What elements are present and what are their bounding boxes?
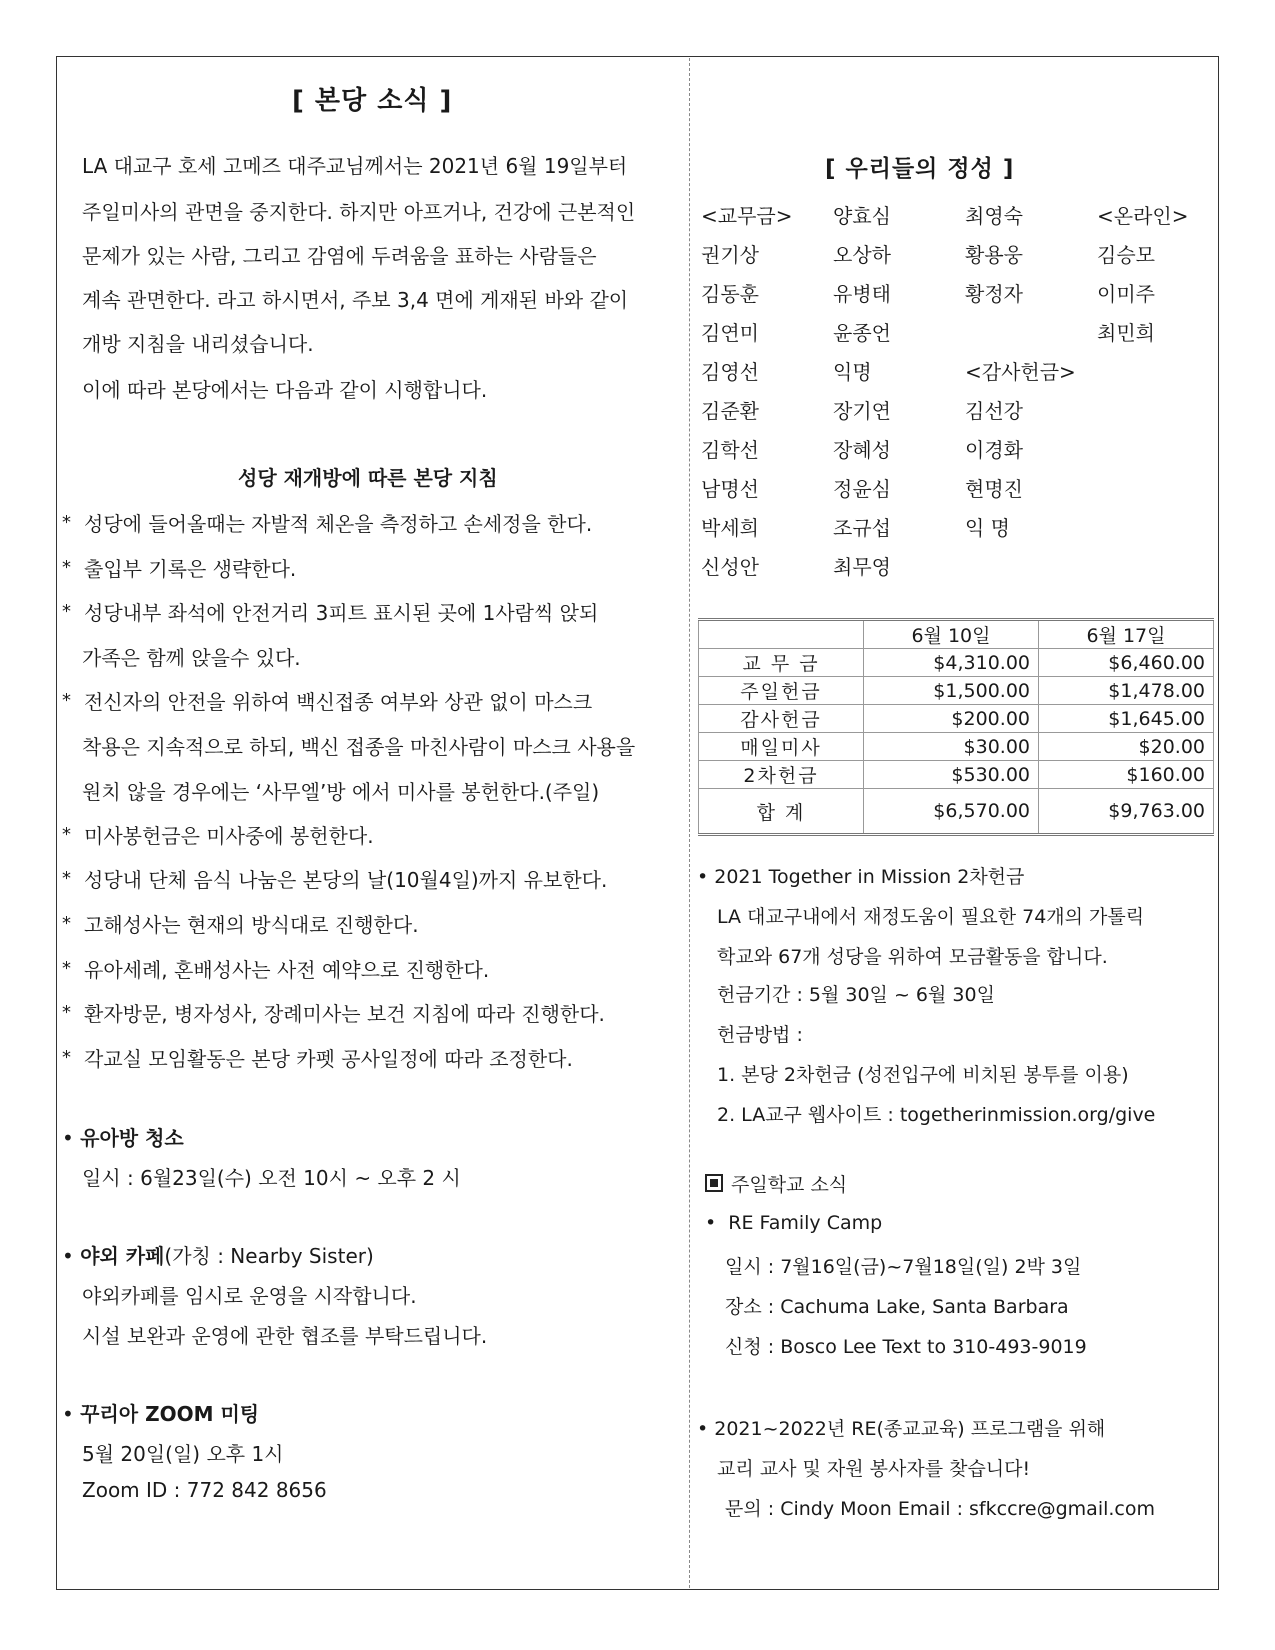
bullet-mark: * — [62, 512, 71, 533]
name-item: 양효심 — [833, 204, 891, 228]
name-item: 황정자 — [965, 282, 1023, 306]
intro-line: LA 대교구 호세 고메즈 대주교님께서는 2021년 6월 19일부터 — [82, 154, 628, 178]
amount-jun10: $530.00 — [864, 761, 1039, 789]
name-item: 익 명 — [965, 516, 1010, 540]
name-item: 장기연 — [833, 399, 891, 423]
bullet-mark: * — [62, 601, 71, 622]
name-item: 권기상 — [701, 243, 759, 267]
guideline-item: 성당내 단체 음식 나눔은 본당의 날(10월4일)까지 유보한다. — [84, 868, 608, 892]
row-label: 매일미사 — [699, 733, 864, 761]
school-heading-text: 주일학교 소식 — [731, 1174, 848, 1196]
name-item: 김승모 — [1097, 243, 1155, 267]
table-row — [699, 761, 1214, 789]
offerings-title: [ 우리들의 정성 ] — [825, 156, 1015, 182]
nursery-heading: • 유아방 청소 — [62, 1126, 184, 1150]
table-row — [699, 705, 1214, 733]
name-item: 윤종언 — [833, 321, 891, 345]
name-item: 유병태 — [833, 282, 891, 306]
mission-line: 학교와 67개 성당을 위하여 모금활동을 합니다. — [717, 946, 1108, 968]
bullet-mark: * — [62, 868, 71, 889]
camp-line: 신청 : Bosco Lee Text to 310-493-9019 — [725, 1336, 1087, 1358]
name-item: 박세희 — [701, 516, 759, 540]
amount-jun17: $20.00 — [1039, 733, 1214, 761]
name-item: 남명선 — [701, 477, 759, 501]
name-item: 최무영 — [833, 555, 891, 579]
zoom-id: Zoom ID : 772 842 8656 — [82, 1478, 327, 1502]
name-item: 이미주 — [1097, 282, 1155, 306]
name-item: 김동훈 — [701, 282, 759, 306]
amount-jun17: $1,645.00 — [1039, 705, 1214, 733]
name-item: 오상하 — [833, 243, 891, 267]
guideline-item: 각교실 모임활동은 본당 카펫 공사일정에 따라 조정한다. — [84, 1047, 573, 1071]
intro-line: 개방 지침을 내리셨습니다. — [82, 332, 314, 356]
guideline-item: 성당에 들어올때는 자발적 체온을 측정하고 손세정을 한다. — [84, 512, 593, 536]
mission-heading-text: 2021 Together in Mission 2차헌금 — [714, 866, 1025, 888]
cafe-heading-rest: (가칭 : Nearby Sister) — [164, 1244, 374, 1268]
cafe-line: 시설 보완과 운영에 관한 협조를 부탁드립니다. — [82, 1324, 488, 1348]
mission-line: 2. LA교구 웹사이트 : togetherinmission.org/give — [717, 1104, 1156, 1126]
bullet-mark: * — [62, 690, 71, 711]
column-divider — [689, 58, 690, 1588]
amount-jun17: $6,460.00 — [1039, 649, 1214, 677]
re-contact: 문의 : Cindy Moon Email : sfkccre@gmail.com — [725, 1498, 1155, 1520]
intro-line: 주일미사의 관면을 중지한다. 하지만 아프거나, 건강에 근본적인 — [82, 200, 636, 224]
parish-news-title: [ 본당 소식 ] — [292, 86, 453, 116]
amount-jun17: $1,478.00 — [1039, 677, 1214, 705]
guideline-item: 환자방문, 병자성사, 장례미사는 보건 지침에 따라 진행한다. — [84, 1002, 605, 1026]
nursery-heading-text: 유아방 청소 — [80, 1126, 184, 1150]
table-header: 6월 10일 — [864, 620, 1039, 649]
table-row — [699, 649, 1214, 677]
total-jun10: $6,570.00 — [864, 789, 1039, 835]
bullet-mark: * — [62, 1002, 71, 1023]
row-label: 교 무 금 — [699, 649, 864, 677]
camp-line: 장소 : Cachuma Lake, Santa Barbara — [725, 1296, 1069, 1318]
bullet-mark: * — [62, 913, 71, 934]
name-item: 장혜성 — [833, 438, 891, 462]
name-item: 최영숙 — [965, 204, 1023, 228]
name-item: 익명 — [833, 360, 872, 384]
name-item: 신성안 — [701, 555, 759, 579]
table-row — [699, 677, 1214, 705]
mission-line: 헌금방법 : — [717, 1024, 803, 1046]
name-item: 현명진 — [965, 477, 1023, 501]
re-heading-text: 2021~2022년 RE(종교교육) 프로그램을 위해 — [714, 1418, 1106, 1440]
total-jun17: $9,763.00 — [1039, 789, 1214, 835]
guideline-item: 착용은 지속적으로 하되, 백신 접종을 마친사람이 마스크 사용을 — [82, 735, 636, 759]
name-item: 김연미 — [701, 321, 759, 345]
mission-line: LA 대교구내에서 재정도움이 필요한 74개의 가톨릭 — [717, 906, 1145, 928]
nursery-date: 일시 : 6월23일(수) 오전 10시 ~ 오후 2 시 — [82, 1166, 461, 1190]
guideline-item: 출입부 기록은 생략한다. — [84, 557, 297, 581]
bullet-mark: * — [62, 557, 71, 578]
intro-line: 이에 따라 본당에서는 다음과 같이 시행합니다. — [82, 378, 488, 402]
name-item: 김학선 — [701, 438, 759, 462]
bullet-mark: * — [62, 1047, 71, 1068]
re-heading: • 2021~2022년 RE(종교교육) 프로그램을 위해 — [697, 1418, 1106, 1440]
table-header — [699, 620, 864, 649]
mission-heading: • 2021 Together in Mission 2차헌금 — [697, 866, 1025, 888]
camp-line: 일시 : 7월16일(금)~7월18일(일) 2박 3일 — [725, 1256, 1082, 1278]
amount-jun10: $4,310.00 — [864, 649, 1039, 677]
zoom-heading-text: 꾸리아 ZOOM 미팅 — [80, 1402, 260, 1426]
name-item: <교무금> — [701, 204, 793, 228]
name-item: 김준환 — [701, 399, 759, 423]
re-line: 교리 교사 및 자원 봉사자를 찾습니다! — [717, 1458, 1031, 1480]
name-item: <감사헌금> — [965, 360, 1076, 384]
guideline-item: 유아세례, 혼배성사는 사전 예약으로 진행한다. — [84, 958, 490, 982]
name-item: 이경화 — [965, 438, 1023, 462]
name-item: 최민희 — [1097, 321, 1155, 345]
row-label: 감사헌금 — [699, 705, 864, 733]
row-label: 2차헌금 — [699, 761, 864, 789]
amount-jun10: $30.00 — [864, 733, 1039, 761]
name-item: 정윤심 — [833, 477, 891, 501]
table-row — [699, 733, 1214, 761]
square-bullet-icon — [705, 1174, 723, 1192]
total-label: 합 계 — [699, 789, 864, 835]
guideline-item: 가족은 함께 앉을수 있다. — [82, 646, 301, 670]
mission-line: 헌금기간 : 5월 30일 ~ 6월 30일 — [717, 984, 995, 1006]
cafe-heading: • 야외 카페(가칭 : Nearby Sister) — [62, 1244, 374, 1268]
guideline-item: 고해성사는 현재의 방식대로 진행한다. — [84, 913, 419, 937]
amount-jun10: $200.00 — [864, 705, 1039, 733]
bullet-mark: * — [62, 958, 71, 979]
cafe-line: 야외카페를 임시로 운영을 시작합니다. — [82, 1284, 417, 1308]
camp-heading: • RE Family Camp — [705, 1212, 883, 1234]
intro-line: 문제가 있는 사람, 그리고 감염에 두려움을 표하는 사람들은 — [82, 244, 597, 268]
row-label: 주일헌금 — [699, 677, 864, 705]
zoom-heading: • 꾸리아 ZOOM 미팅 — [62, 1402, 260, 1426]
table-header-row — [699, 620, 1214, 649]
intro-line: 계속 관면한다. 라고 하시면서, 주보 3,4 면에 게재된 바와 같이 — [82, 288, 629, 312]
guidelines-title: 성당 재개방에 따른 본당 지침 — [238, 466, 498, 490]
table-header: 6월 17일 — [1039, 620, 1214, 649]
mission-line: 1. 본당 2차헌금 (성전입구에 비치된 봉투를 이용) — [717, 1064, 1129, 1086]
bullet-mark: * — [62, 824, 71, 845]
name-item: 황용웅 — [965, 243, 1023, 267]
amount-jun10: $1,500.00 — [864, 677, 1039, 705]
name-item: 김영선 — [701, 360, 759, 384]
guideline-item: 원치 않을 경우에는 ‘사무엘’방 에서 미사를 봉헌한다.(주일) — [82, 780, 600, 804]
table-total-row — [699, 789, 1214, 835]
camp-heading-text: RE Family Camp — [728, 1212, 883, 1234]
guideline-item: 미사봉헌금은 미사중에 봉헌한다. — [84, 824, 374, 848]
name-item: 조규섭 — [833, 516, 891, 540]
name-item: 김선강 — [965, 399, 1023, 423]
offerings-table — [698, 618, 1214, 836]
name-item: <온라인> — [1097, 204, 1189, 228]
amount-jun17: $160.00 — [1039, 761, 1214, 789]
cafe-heading-text: 야외 카페 — [80, 1244, 165, 1268]
school-heading — [705, 1170, 847, 1197]
zoom-date: 5월 20일(일) 오후 1시 — [82, 1442, 284, 1466]
guideline-item: 성당내부 좌석에 안전거리 3피트 표시된 곳에 1사람씩 앉되 — [84, 601, 599, 625]
guideline-item: 전신자의 안전을 위하여 백신접종 여부와 상관 없이 마스크 — [84, 690, 593, 714]
